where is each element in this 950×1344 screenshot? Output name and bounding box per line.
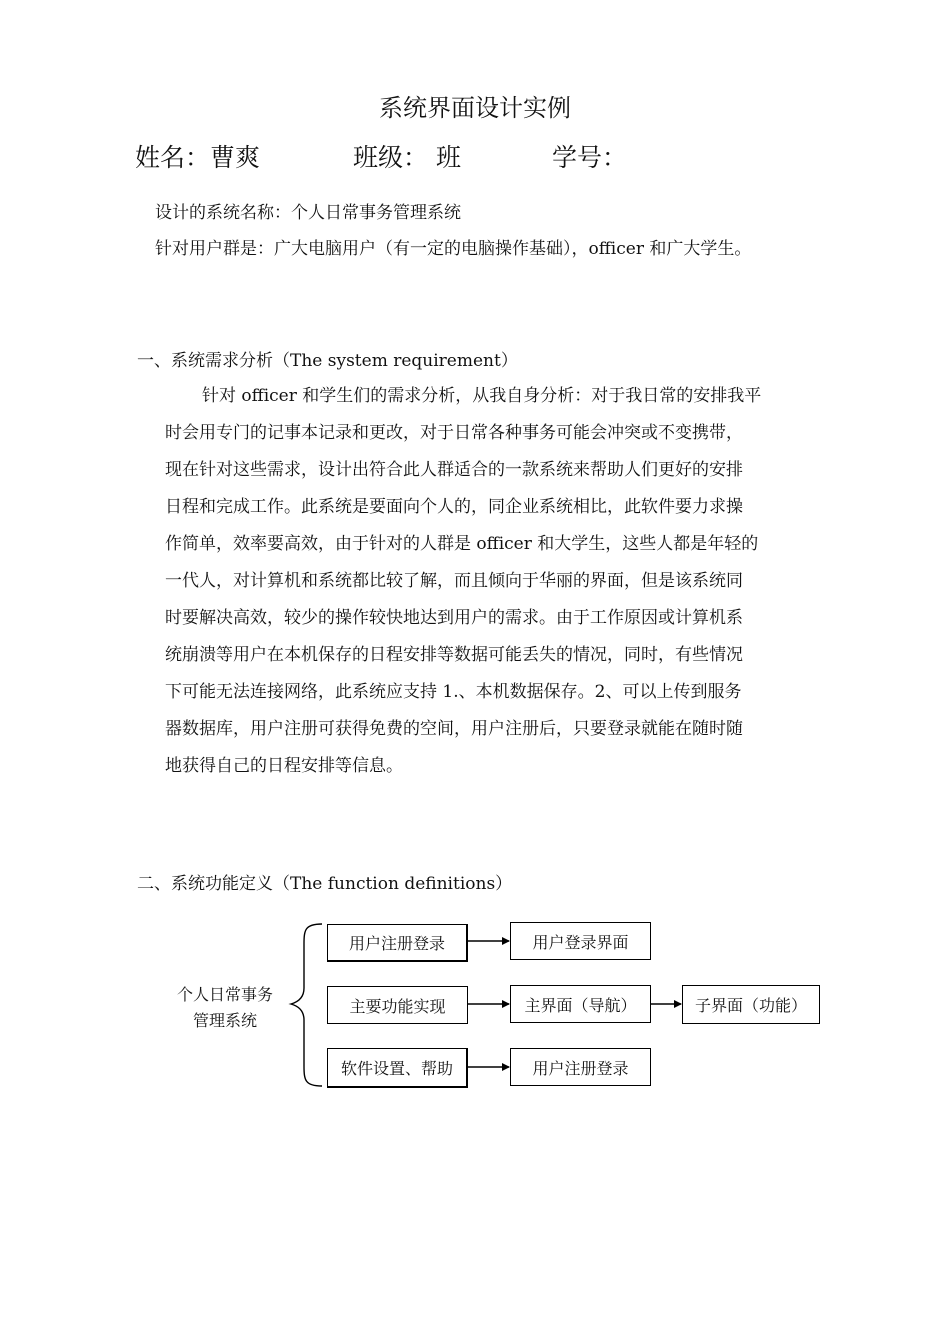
node-main-screen-nav: 主界面（导航） bbox=[510, 985, 651, 1023]
node-sub-screen-functions: 子界面（功能） bbox=[682, 985, 820, 1024]
target-users-line: 针对用户群是：广大电脑用户（有一定的电脑操作基础），officer 和广大学生。 bbox=[155, 239, 752, 259]
node-user-register-login-2: 用户注册登录 bbox=[510, 1048, 651, 1086]
node-user-register-login: 用户注册登录 bbox=[327, 924, 468, 962]
paragraph-line: 统崩溃等用户在本机保存的日程安排等数据可能丢失的情况，同时，有些情况 bbox=[165, 645, 743, 665]
paragraph-line: 一代人，对计算机和系统都比较了解，而且倾向于华丽的界面，但是该系统同 bbox=[165, 571, 743, 591]
student-id-field: 学号： bbox=[552, 143, 628, 172]
paragraph-line: 器数据库，用户注册可获得免费的空间，用户注册后，只要登录就能在随时随 bbox=[165, 719, 743, 739]
document-title: 系统界面设计实例 bbox=[379, 94, 571, 122]
paragraph-line: 时要解决高效，较少的操作较快地达到用户的需求。由于工作原因或计算机系 bbox=[165, 608, 743, 628]
paragraph-line: 现在针对这些需求，设计出符合此人群适合的一款系统来帮助人们更好的安排 bbox=[165, 460, 743, 480]
paragraph-line: 作简单，效率要高效，由于针对的人群是 officer 和大学生，这些人都是年轻的 bbox=[165, 534, 759, 554]
name-field: 姓名：曹爽 bbox=[135, 143, 261, 172]
paragraph-line: 下可能无法连接网络，此系统应支持 1.、本机数据保存。2、可以上传到服务 bbox=[165, 682, 742, 702]
node-settings-help: 软件设置、帮助 bbox=[327, 1048, 468, 1088]
paragraph-line: 日程和完成工作。此系统是要面向个人的，同企业系统相比，此软件要力求操 bbox=[165, 497, 743, 517]
section1-heading: 一、系统需求分析（The system requirement） bbox=[137, 351, 518, 371]
system-name-line: 设计的系统名称：个人日常事务管理系统 bbox=[155, 203, 461, 223]
class-field: 班级： 班 bbox=[353, 143, 461, 172]
curly-brace bbox=[291, 924, 322, 1086]
paragraph-line: 针对 officer 和学生们的需求分析，从我自身分析：对于我日常的安排我平 bbox=[202, 386, 762, 406]
node-main-features: 主要功能实现 bbox=[327, 986, 468, 1024]
paragraph-line: 地获得自己的日程安排等信息。 bbox=[165, 756, 403, 776]
diagram-root-node: 个人日常事务管理系统 bbox=[176, 985, 273, 1030]
node-user-login-screen: 用户登录界面 bbox=[510, 922, 651, 960]
section2-heading: 二、系统功能定义（The function definitions） bbox=[137, 874, 513, 894]
paragraph-line: 时会用专门的记事本记录和更改，对于日常各种事务可能会冲突或不变携带， bbox=[165, 423, 743, 443]
